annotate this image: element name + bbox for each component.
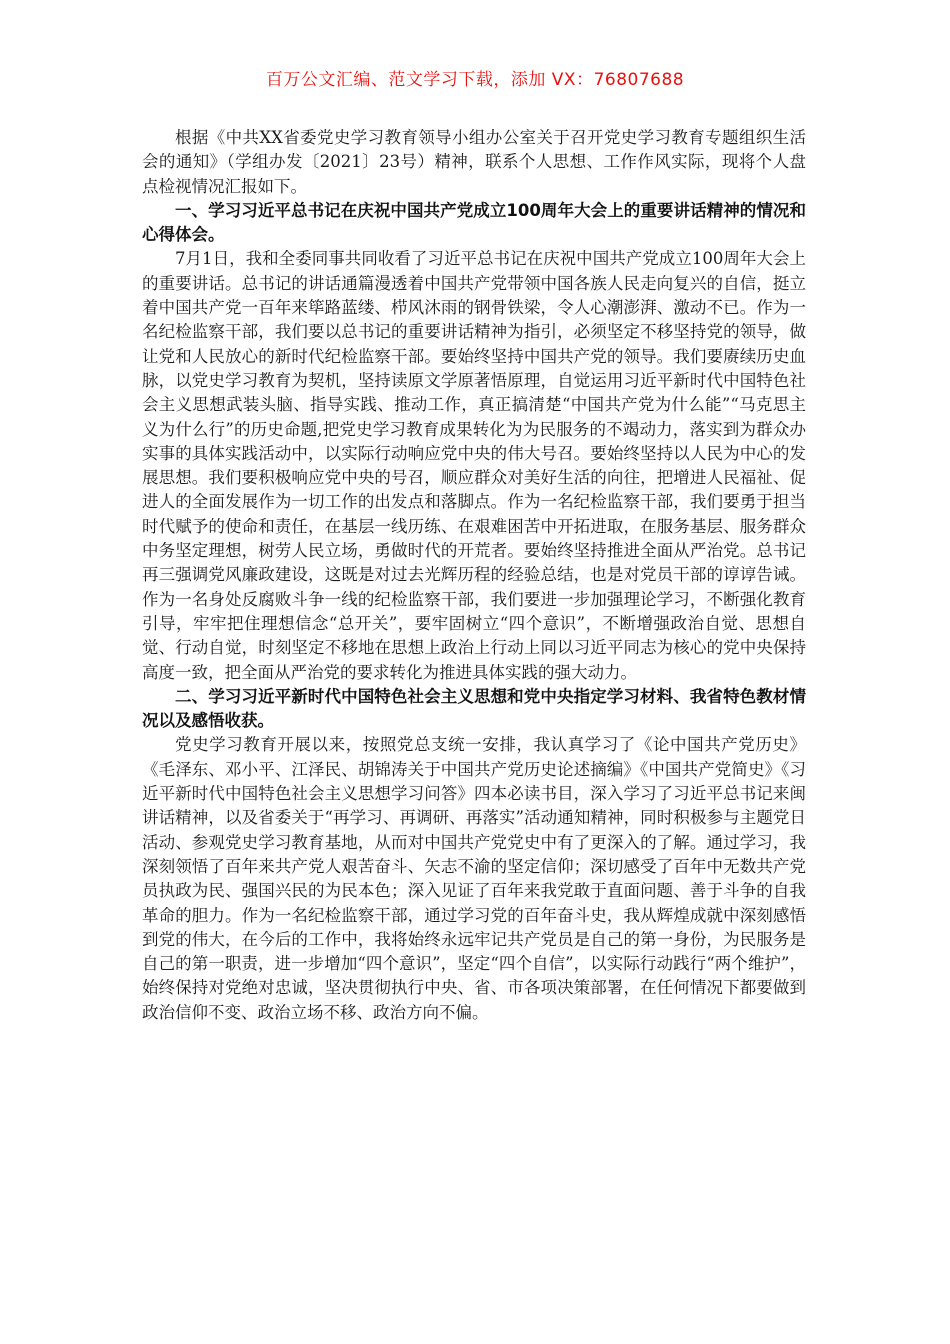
section-1-paragraph: 7月1日，我和全委同事共同收看了习近平总书记在庆祝中国共产党成立100周年大会上的重要讲话。总书记的讲话通篇漫透着中国共产党带领中国各族人民走向复兴的自信，挺立着中国共产党一百年来筚路蓝缕、栉风沐雨的钢骨铁梁，令人心潮澎湃、激动不已。作为一名纪检监察干部，我们要以总书记的重要讲话精神为指引，必须坚定不移坚持党的领导，做让党和人民放心的新时代纪检监察干部。要始终坚持中国共产党的领导。我们要赓续历史血脉，以党史学习教育为契机，坚持读原文学原著悟原理，自觉运用习近平新时代中国特色社会主义思想武装头脑、指导实践、推动工作，真正搞清楚“中国共产党为什么能”“马克思主义为什么行”的历史命题,把党史学习教育成果转化为为民服务的不竭动力，落实到为群众办实事的具体实践活动中，以实际行动响应党中央的伟大号召。要始终坚持以人民为中心的发展思想。我们要积极响应党中央的号召，顺应群众对美好生活的向往，把增进人民福祉、促进人的全面发展作为一切工作的出发点和落脚点。作为一名纪检监察干部，我们要勇于担当时代赋予的使命和责任，在基层一线历练、在艰难困苦中开拓进取，在服务基层、服务群众中务坚定理想，树劳人民立场，勇做时代的开荒者。要始终坚持推进全面从严治党。总书记再三强调党风廉政建设，这既是对过去光辉历程的经验总结，也是对党员干部的谆谆告诫。作为一名身处反腐败斗争一线的纪检监察干部，我们要进一步加强理论学习，不断强化教育引导，牢牢把住理想信念“总开关”，要牢固树立“四个意识”，不断增强政治自觉、思想自觉、行动自觉，时刻坚定不移地在思想上政治上行动上同以习近平同志为核心的党中央保持高度一致，把全面从严治党的要求转化为推进具体实践的强大动力。 xyxy=(142,249,806,682)
section-1-heading: 一、学习习近平总书记在庆祝中国共产党成立100周年大会上的重要讲话精神的情况和心得体会。 xyxy=(142,200,806,245)
section-2-paragraph: 党史学习教育开展以来，按照党总支统一安排，我认真学习了《论中国共产党历史》《毛泽东、邓小平、江泽民、胡锦涛关于中国共产党历史论述摘编》《中国共产党简史》《习近平新时代中国特色社会主义思想学习问答》四本必读书目，深入学习了习近平总书记来闽讲话精神，以及省委关于“再学习、再调研、再落实”活动通知精神，同时积极参与主题党日活动、参观党史学习教育基地，从而对中国共产党党史中有了更深入的了解。通过学习，我深刻领悟了百年来共产党人艰苦奋斗、矢志不渝的坚定信仰；深切感受了百年中无数共产党员执政为民、强国兴民的为民本色；深入见证了百年来我党敢于直面问题、善于斗争的自我革命的胆力。作为一名纪检监察干部，通过学习党的百年奋斗史，我从辉煌成就中深刻感悟到党的伟大，在今后的工作中，我将始终永远牢记共产党员是自己的第一身份，为民服务是自己的第一职责，进一步增加“四个意识”，坚定“四个自信”，以实际行动践行“两个维护”，始终保持对党绝对忠诚，坚决贯彻执行中央、省、市各项决策部署，在任何情况下都要做到政治信仰不变、政治立场不移、政治方向不偏。 xyxy=(142,735,806,1022)
section-2-heading: 二、学习习近平新时代中国特色社会主义思想和党中央指定学习材料、我省特色教材情况以及感悟收获。 xyxy=(142,686,806,731)
intro-paragraph: 根据《中共XX省委党史学习教育领导小组办公室关于召开党史学习教育专题组织生活会的通知》（学组办发〔2021〕23号）精神，联系个人思想、工作作风实际，现将个人盘点检视情况汇报如下。 xyxy=(142,128,806,196)
document-body xyxy=(142,126,806,1025)
watermark-banner: 百万公文汇编、范文学习下载，添加 VX：76807688 xyxy=(265,70,685,90)
